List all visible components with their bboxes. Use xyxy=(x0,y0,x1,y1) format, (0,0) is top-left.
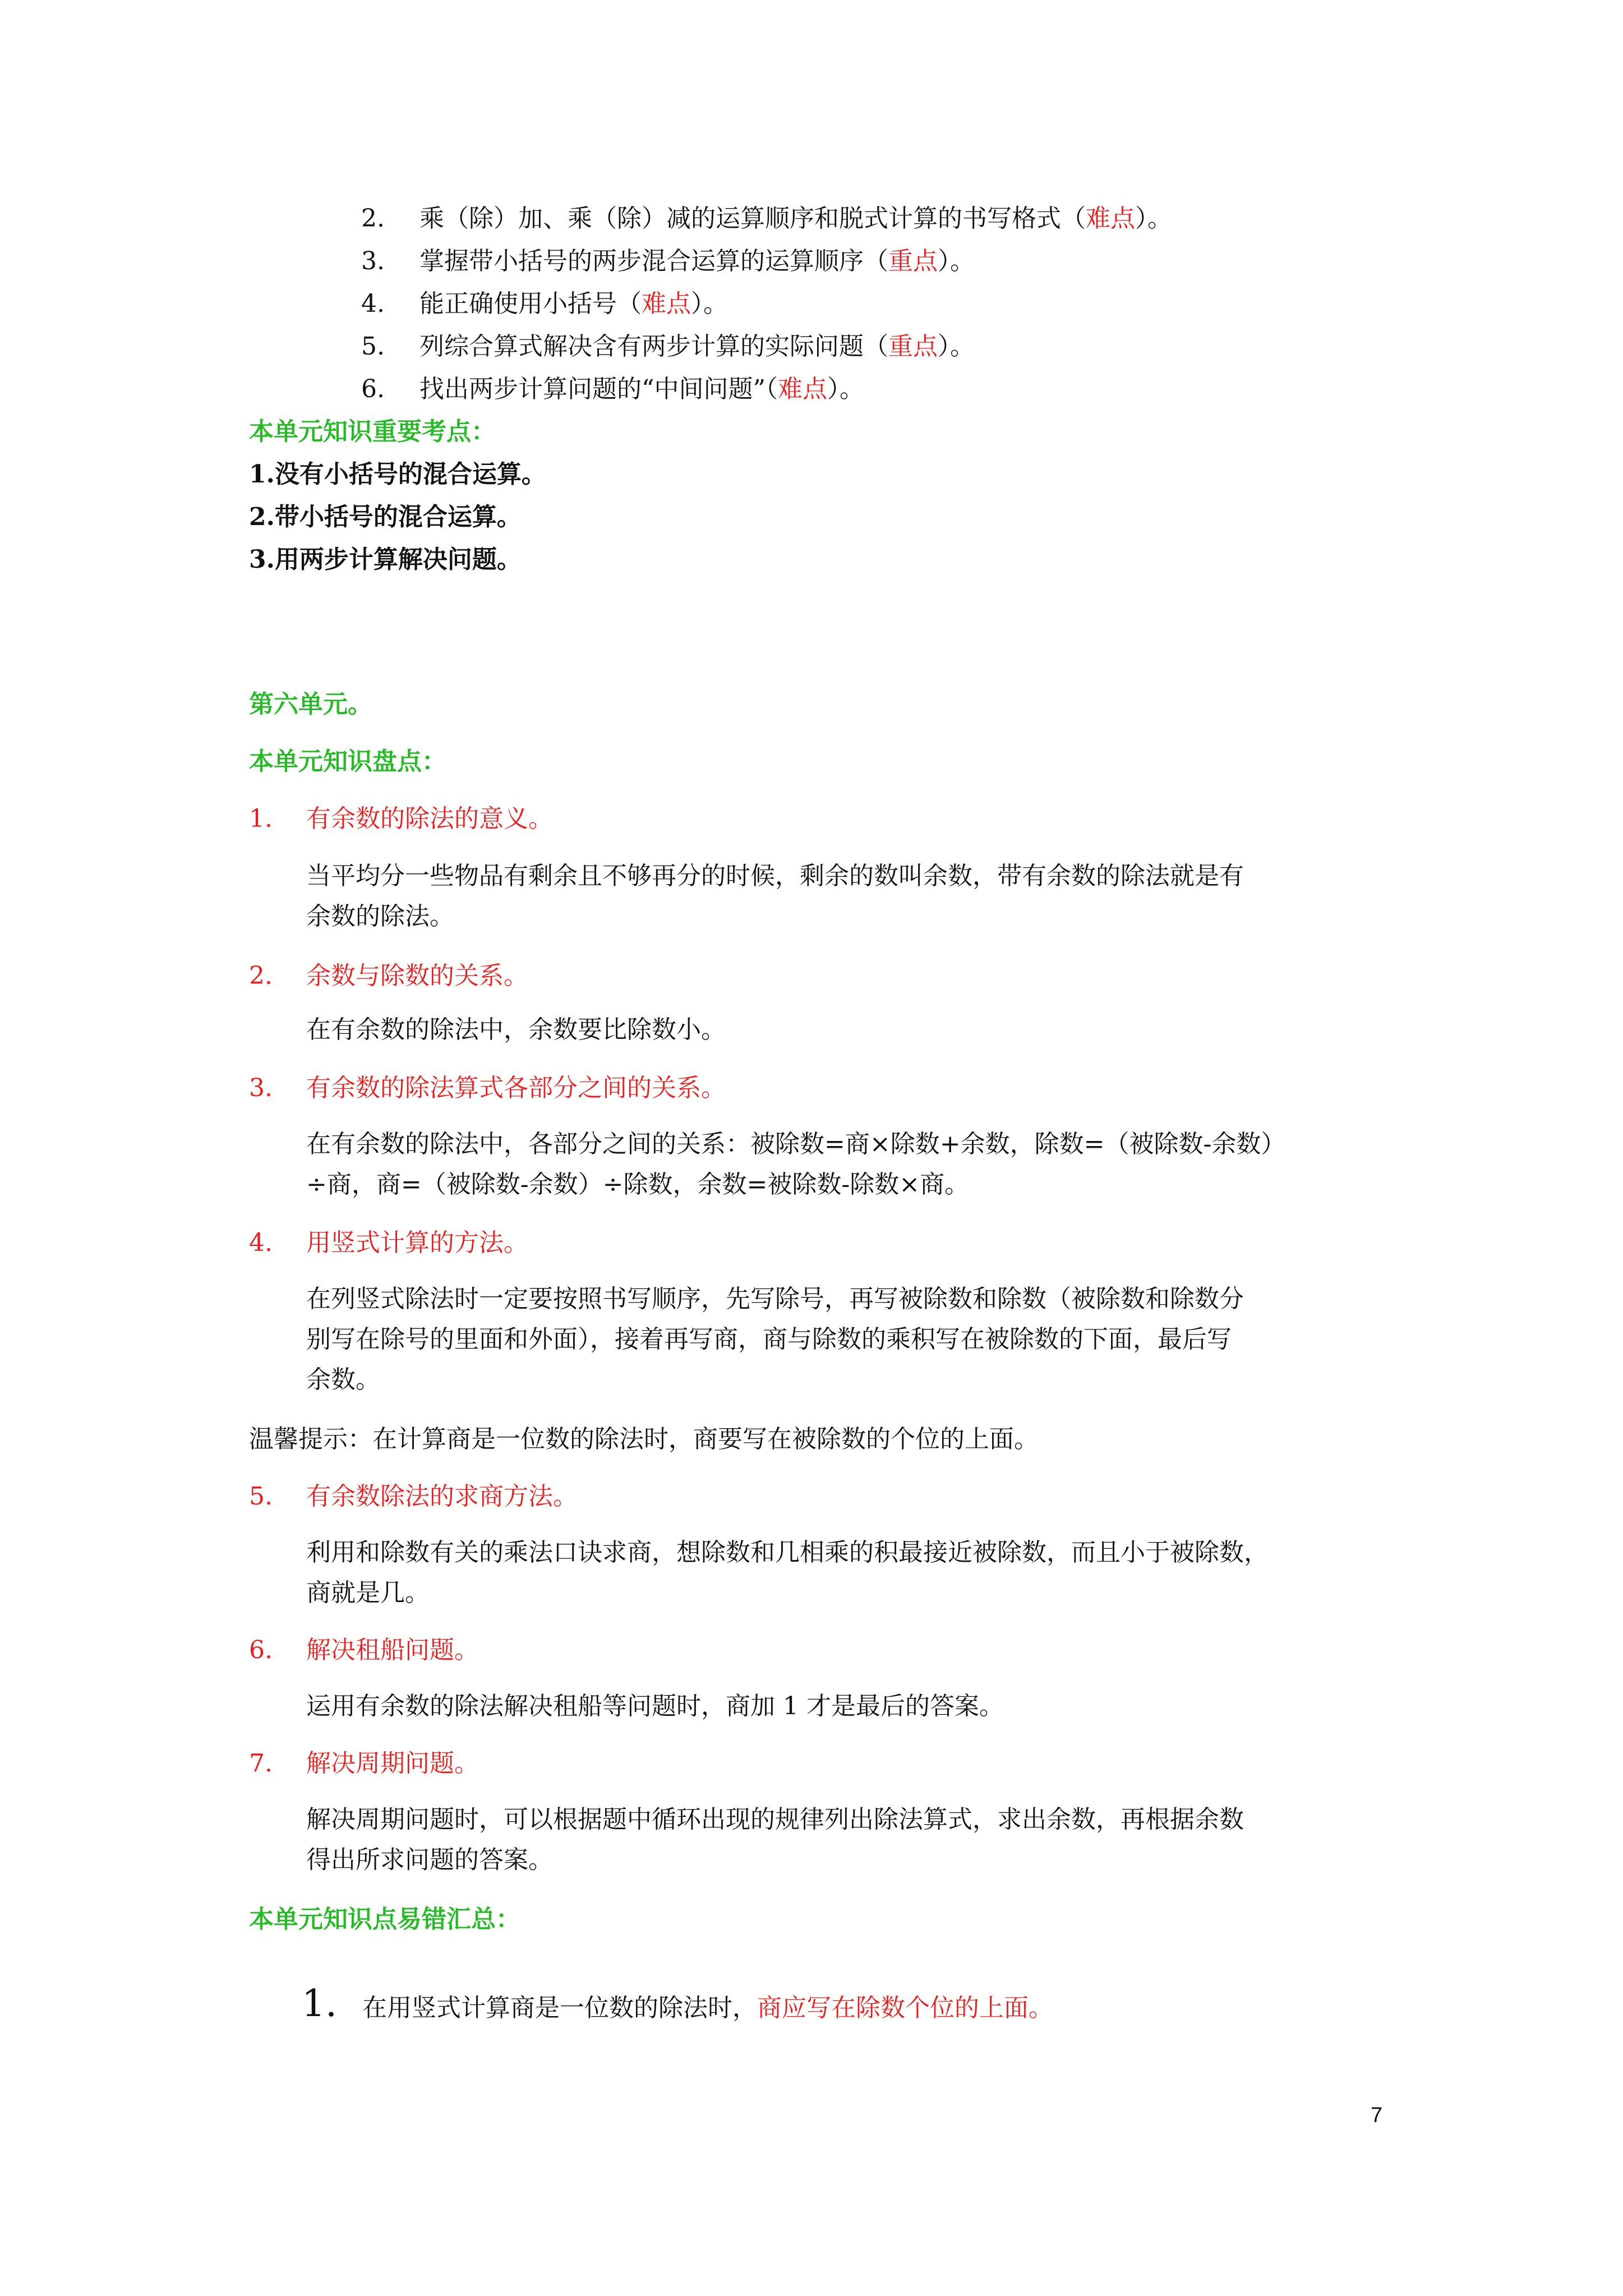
section-heading: 7. 解决周期问题。 xyxy=(249,1749,479,1778)
key-point-item: 3.用两步计算解决问题。 xyxy=(249,545,522,574)
inventory-heading: 本单元知识盘点： xyxy=(249,747,446,776)
error-item: 1. 在用竖式计算商是一位数的除法时，商应写在除数个位的上面。 xyxy=(302,1982,1053,2025)
list-number: 6. xyxy=(361,375,385,403)
list-number: 4. xyxy=(361,289,385,318)
section-heading: 5. 有余数除法的求商方法。 xyxy=(249,1482,578,1511)
list-item: 4. 能正确使用小括号（难点）。 xyxy=(361,287,728,321)
list-item: 6. 找出两步计算问题的“中间问题”（难点）。 xyxy=(361,372,864,406)
section-heading: 1. 有余数的除法的意义。 xyxy=(249,804,553,833)
tip-text: 温馨提示：在计算商是一位数的除法时，商要写在被除数的个位的上面。 xyxy=(249,1425,1039,1453)
section-text: 在有余数的除法中，余数要比除数小。 xyxy=(306,1015,726,1044)
key-point-item: 1.没有小括号的混合运算。 xyxy=(249,460,546,489)
section-heading: 6. 解决租船问题。 xyxy=(249,1636,479,1664)
section-text: 商就是几。 xyxy=(306,1579,430,1607)
list-item: 3. 掌握带小括号的两步混合运算的运算顺序（重点）。 xyxy=(361,245,975,278)
difficulty-tag: 难点 xyxy=(642,289,691,318)
list-item: 5. 列综合算式解决含有两步计算的实际问题（重点）。 xyxy=(361,330,975,364)
difficulty-tag: 难点 xyxy=(1086,204,1135,233)
unit-title: 第六单元。 xyxy=(249,690,372,719)
page-number: 7 xyxy=(1371,2104,1383,2127)
key-points-heading: 本单元知识重要考点： xyxy=(249,417,496,446)
difficulty-tag: 重点 xyxy=(888,247,938,275)
list-number: 5. xyxy=(361,332,385,361)
list-number: 3. xyxy=(361,247,385,275)
list-item: 2. 乘（除）加、乘（除）减的运算顺序和脱式计算的书写格式（难点）。 xyxy=(361,202,1172,236)
section-text: 利用和除数有关的乘法口诀求商，想除数和几相乘的积最接近被除数，而且小于被除数， xyxy=(306,1538,1269,1567)
section-text: ÷商，商=（被除数-余数）÷除数，余数=被除数-除数×商。 xyxy=(306,1170,970,1199)
errors-heading: 本单元知识点易错汇总： xyxy=(249,1905,520,1934)
section-heading: 4. 用竖式计算的方法。 xyxy=(249,1228,528,1257)
section-text: 余数的除法。 xyxy=(306,902,454,931)
error-item-number: 1. xyxy=(302,1982,337,2025)
section-text: 别写在除号的里面和外面），接着再写商，商与除数的乘积写在被除数的下面，最后写 xyxy=(306,1325,1232,1354)
section-text: 余数。 xyxy=(306,1365,380,1394)
difficulty-tag: 重点 xyxy=(888,332,938,361)
section-text: 得出所求问题的答案。 xyxy=(306,1846,553,1874)
section-heading: 2. 余数与除数的关系。 xyxy=(249,961,528,990)
section-text: 在有余数的除法中，各部分之间的关系：被除数=商×除数+余数，除数=（被除数-余数） xyxy=(306,1130,1286,1158)
section-text: 解决周期问题时，可以根据题中循环出现的规律列出除法算式，求出余数，再根据余数 xyxy=(306,1805,1244,1834)
difficulty-tag: 难点 xyxy=(778,375,827,403)
key-point-item: 2.带小括号的混合运算。 xyxy=(249,503,522,531)
error-highlight: 商应写在除数个位的上面。 xyxy=(757,1994,1053,2022)
section-text: 当平均分一些物品有剩余且不够再分的时候，剩余的数叫余数，带有余数的除法就是有 xyxy=(306,862,1244,890)
section-text: 运用有余数的除法解决租船等问题时，商加 1 才是最后的答案。 xyxy=(306,1692,1004,1720)
section-heading: 3. 有余数的除法算式各部分之间的关系。 xyxy=(249,1074,726,1102)
section-text: 在列竖式除法时一定要按照书写顺序，先写除号，再写被除数和除数（被除数和除数分 xyxy=(306,1285,1244,1313)
list-number: 2. xyxy=(361,204,385,233)
